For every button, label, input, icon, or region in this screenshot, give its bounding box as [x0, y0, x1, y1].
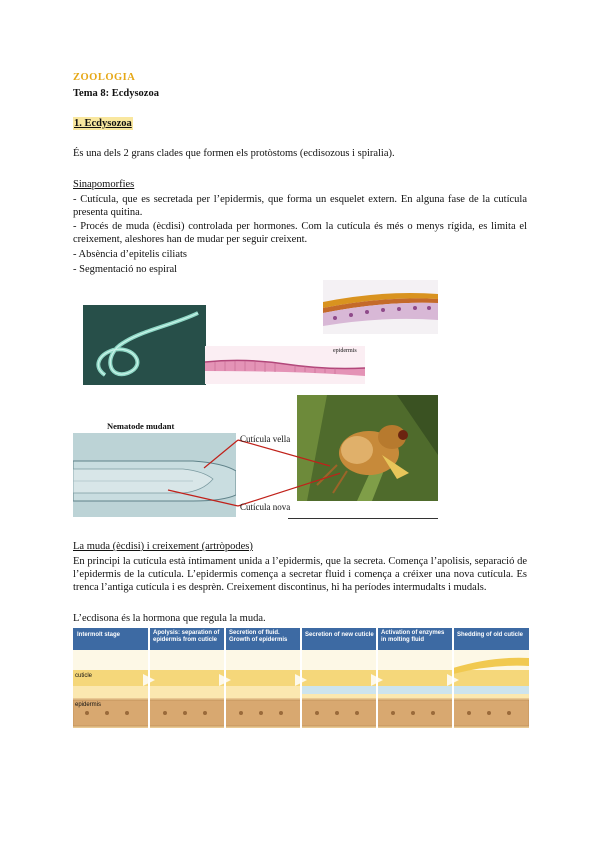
- cuticle-layers-image: [323, 280, 438, 334]
- section-heading: 1. Ecdysozoa: [74, 118, 132, 129]
- molting-paragraph: En principi la cutícula està íntimament unida a l’epidermis, que la secreta. Comença l’apolisis, separació de l’epidermis de la cutícula. L’epidermis comença a secretar fluid i comença a créixer una nova cutícula. Es trenca l’antiga cutícula i es desprèn. Creixement discontinus, hi ha períodes intermudalts i mudals.: [73, 556, 527, 593]
- synapomorphy-item: - Cutícula, que es secretada per l’epidermis, que forma un esquelet extern. En alguna fase de la cutícula presenta quitina.: [73, 194, 527, 218]
- epidermis-label: epidermis: [333, 348, 357, 354]
- stage-label: Intermolt stage: [77, 632, 121, 638]
- stage-label: Secretion of fluid. Growth of epidermis: [229, 630, 288, 643]
- stage-label: Secretion of new cuticle: [305, 632, 374, 638]
- topic-title: Tema 8: Ecdysozoa: [73, 88, 159, 99]
- nematode-molting-label: Nematode mudant: [107, 421, 175, 431]
- molting-stages-diagram: [73, 628, 529, 728]
- new-cuticle-label: Cutícula nova: [240, 502, 291, 512]
- synapomorphy-item: - Segmentació no espiral: [73, 264, 178, 275]
- subject-title: ZOOLOGIA: [73, 72, 136, 83]
- stage-label: Apolysis: separation of epidermis from cuticle: [153, 630, 220, 643]
- epidermis-row-label: epidermis: [75, 702, 102, 708]
- synapomorphies-heading: Sinapomorfies: [73, 179, 135, 190]
- stage-label: Shedding of old cuticle: [457, 632, 523, 638]
- molting-heading: La muda (ècdisi) i creixement (artròpodes): [73, 541, 253, 552]
- old-cuticle-label: Cutícula vella: [240, 434, 291, 444]
- intro-paragraph: És una dels 2 grans clades que formen els protòstoms (ecdisozous i spiralia).: [73, 148, 395, 159]
- figure-underline: [288, 518, 438, 519]
- ecdysone-note: L’ecdisona és la hormona que regula la muda.: [73, 613, 266, 624]
- nematode-micrograph: [83, 305, 206, 385]
- cuticle-row-label: cuticle: [75, 673, 93, 679]
- stage-label: Activation of enzymes in molting fluid: [381, 630, 445, 643]
- synapomorphy-item: - Procés de muda (ècdisi) controlada per hormones. Com la cutícula és més o menys rígida, es limita el creixement, aleshores han de mudar per seguir creixent.: [73, 221, 527, 245]
- cuticle-histology-image: [205, 346, 365, 384]
- synapomorphy-item: - Absència d’epitelis ciliats: [73, 249, 188, 260]
